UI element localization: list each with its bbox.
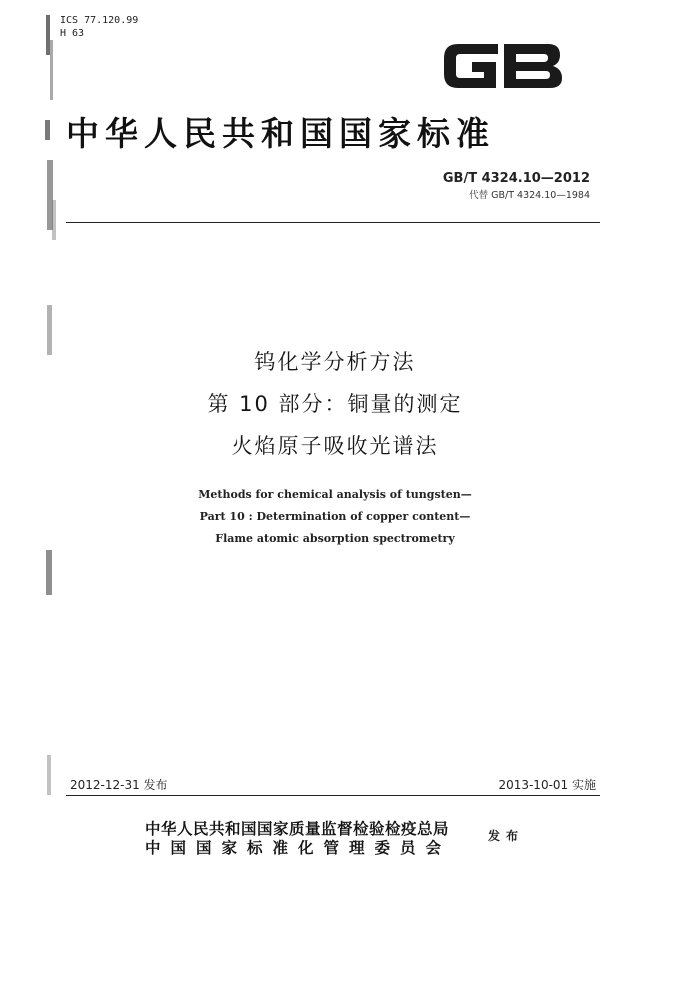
replaces-code: 代替 GB/T 4324.10—1984	[469, 190, 590, 201]
classification-codes	[60, 14, 138, 40]
standard-code: GB/T 4324.10—2012	[442, 171, 590, 186]
title-en-line1: Methods for chemical analysis of tungsten—	[198, 488, 472, 501]
publish-label: 发布	[488, 829, 525, 843]
issue-date: 2012-12-31 发布	[70, 778, 168, 792]
title-zh-line3: 火焰原子吸收光谱法	[231, 434, 439, 458]
ics-code: ICS 77.120.99	[60, 15, 139, 26]
title-en-line2: Part 10 : Determination of copper content—	[199, 510, 471, 523]
issuer-sac: 中国国家标准化管理委员会	[145, 839, 452, 857]
gb-logo	[438, 34, 566, 98]
divider	[66, 795, 600, 796]
title-zh-line2: 第 10 部分：铜量的测定	[207, 392, 463, 416]
ccs-code: H 63	[60, 28, 85, 39]
issuer-aqsiq: 中华人民共和国国家质量监督检验检疫总局	[145, 820, 450, 838]
scan-edge-noise	[44, 10, 60, 260]
standard-type-heading: 中华人民共和国国家标准	[66, 114, 495, 153]
scan-edge-noise	[44, 300, 60, 370]
title-en-line3: Flame atomic absorption spectrometry	[215, 532, 455, 545]
scan-edge-noise	[44, 545, 60, 605]
divider	[66, 222, 600, 223]
title-zh-line1: 钨化学分析方法	[254, 350, 416, 374]
scan-edge-noise	[44, 750, 60, 810]
standard-code-block	[443, 171, 590, 201]
implement-date: 2013-10-01 实施	[498, 778, 596, 792]
